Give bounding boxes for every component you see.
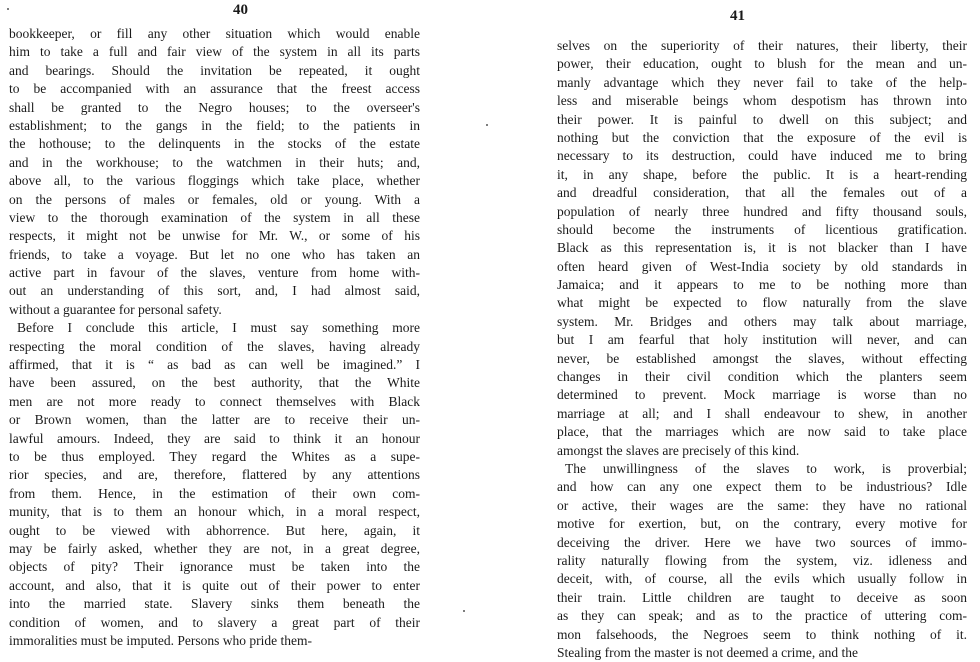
text-line: necessary to its destruction, could have induced me to bring xyxy=(557,148,967,164)
text-line: and in the workhouse; to the watchmen in their huts; and, xyxy=(9,154,420,170)
text-line: objects of pity? Their ignorance must be taken into the xyxy=(9,559,420,575)
text-line: condition of women, and to slavery a great part of their xyxy=(9,614,420,630)
text-line: place, that the marriages which are now said to take place xyxy=(557,424,967,440)
page-body-text xyxy=(557,37,967,662)
text-line: determined to prevent. Mock marriage is worse than no xyxy=(557,387,967,403)
text-line: him to take a full and fair view of the system in all its parts xyxy=(9,44,420,60)
text-line: friends, to take a voyage. But let no one who has taken an xyxy=(9,246,420,262)
text-line: as they can speak; and as to the practice of uttering com- xyxy=(557,608,967,624)
text-line: from them. Hence, in the estimation of their own com- xyxy=(9,485,420,501)
text-line: have been assured, on the best authority, that the White xyxy=(9,375,420,391)
text-line: Before I conclude this article, I must say something more xyxy=(17,320,420,336)
text-line: to be thus employed. They regard the Whites as a supe- xyxy=(9,448,420,464)
text-line: mon falsehoods, the Negroes seem to think nothing of it. xyxy=(557,626,967,642)
text-line: rior species, and are, therefore, flattered by any attentions xyxy=(9,467,420,483)
text-line: or active, their wages are the same: they have no rational xyxy=(557,497,967,513)
paper-speck xyxy=(463,610,465,612)
text-line: amongst the slaves are precisely of this kind. xyxy=(557,442,800,458)
text-line: their power. It is painful to dwell on this subject; and xyxy=(557,111,967,127)
text-line: it, in any shape, before the public. It is a heart-rending xyxy=(557,166,967,182)
text-line: rality naturally flowing from the system, viz. idleness and xyxy=(557,552,967,568)
text-line: on the persons of males or females, old or young. With a xyxy=(9,191,420,207)
text-line: or Brown women, than the latter are to receive their un- xyxy=(9,412,420,428)
text-line: to be accompanied with an assurance that the freest access xyxy=(9,81,420,97)
text-line: Black as this representation is, it is not blacker than I have xyxy=(557,240,967,256)
text-line: nothing but the conviction that the exposure of the evil is xyxy=(557,129,967,145)
page-number: 41 xyxy=(730,8,745,24)
text-line: without a guarantee for personal safety. xyxy=(9,301,222,317)
text-line: never, be established amongst the slaves, without effecting xyxy=(557,350,967,366)
text-line: less and miserable beings whom despotism has thrown into xyxy=(557,93,967,109)
text-line: respects, it might not be unwise for Mr. W., or some of his xyxy=(9,228,420,244)
text-line: should become the instruments of licentious gratification. xyxy=(557,221,967,237)
left-page xyxy=(0,0,480,648)
text-line: ought to be viewed with abhorrence. But here, again, it xyxy=(9,522,420,538)
text-line: manly advantage which they never fail to take of the help- xyxy=(557,74,967,90)
text-line: and dreadful consideration, that all the females out of a xyxy=(557,185,967,201)
page-body-text xyxy=(9,25,420,650)
text-line: and how can any one expect them to be industrious? Idle xyxy=(557,479,967,495)
text-line: deceit, with, of course, all the evils which usually follow in xyxy=(557,571,967,587)
text-line: immoralities must be imputed. Persons who pride them- xyxy=(9,632,312,648)
text-line: the hothouse; to the delinquents in the stocks of the estate xyxy=(9,136,420,152)
text-line: changes in their civil condition which the planters seem xyxy=(557,369,967,385)
text-line: their train. Little children are taught to deceive as soon xyxy=(557,589,967,605)
text-line: establishment; to the gangs in the field; to the patients in xyxy=(9,117,420,133)
page-number: 40 xyxy=(233,2,248,18)
text-line: The unwillingness of the slaves to work, is proverbial; xyxy=(565,460,967,476)
text-line: system. Mr. Bridges and others may talk about marriage, xyxy=(557,313,967,329)
text-line: may be fairly asked, whether they are not, in a great degree, xyxy=(9,540,420,556)
text-line: marriage at all; and I shall endeavour to shew, in another xyxy=(557,405,967,421)
text-line: and bearings. Should the invitation be repeated, it ought xyxy=(9,62,420,78)
paper-speck xyxy=(7,8,9,10)
text-line: account, and also, that it is quite out of their power to enter xyxy=(9,577,420,593)
text-line: active part in favour of the slaves, venture from home with- xyxy=(9,265,420,281)
text-line: shall be granted to the Negro houses; to the overseer's xyxy=(9,99,420,115)
text-line: men are not more ready to connect themselves with Black xyxy=(9,393,420,409)
text-line: what might be expected to flow naturally from the slave xyxy=(557,295,967,311)
text-line: population of nearly three hundred and fifty thousand souls, xyxy=(557,203,967,219)
text-line: into the married state. Slavery sinks them beneath the xyxy=(9,596,420,612)
text-line: deceiving the driver. Here we have two sources of immo- xyxy=(557,534,967,550)
text-line: Jamaica; and it appears to me to be nothing more than xyxy=(557,277,967,293)
text-line: out an understanding of this sort, and, I had almost said, xyxy=(9,283,420,299)
text-line: respecting the moral condition of the slaves, having already xyxy=(9,338,420,354)
text-line: often heard given of West-India society by old standards in xyxy=(557,258,967,274)
text-line: Stealing from the master is not deemed a crime, and the xyxy=(557,644,859,660)
text-line: power, their education, ought to blush for the mean and un- xyxy=(557,56,967,72)
text-line: munity, that is to them an honour which, in a moral respect, xyxy=(9,504,420,520)
text-line: bookkeeper, or fill any other situation which would enable xyxy=(9,26,420,41)
text-line: but I am fearful that holy institution will never, and can xyxy=(557,332,967,348)
text-line: view to the thorough examination of the system in all these xyxy=(9,209,420,225)
text-line: affirmed, that it is “ as bad as can well be imagined.” I xyxy=(9,357,420,373)
paper-speck xyxy=(486,124,488,126)
right-page xyxy=(500,0,980,660)
text-line: above all, to the various floggings which take place, whether xyxy=(9,173,420,189)
text-line: lawful amours. Indeed, they are said to think it an honour xyxy=(9,430,420,446)
text-line: motive for exertion, but, on the contrary, every motive for xyxy=(557,516,967,532)
text-line: selves on the superiority of their natures, their liberty, their xyxy=(557,38,967,53)
